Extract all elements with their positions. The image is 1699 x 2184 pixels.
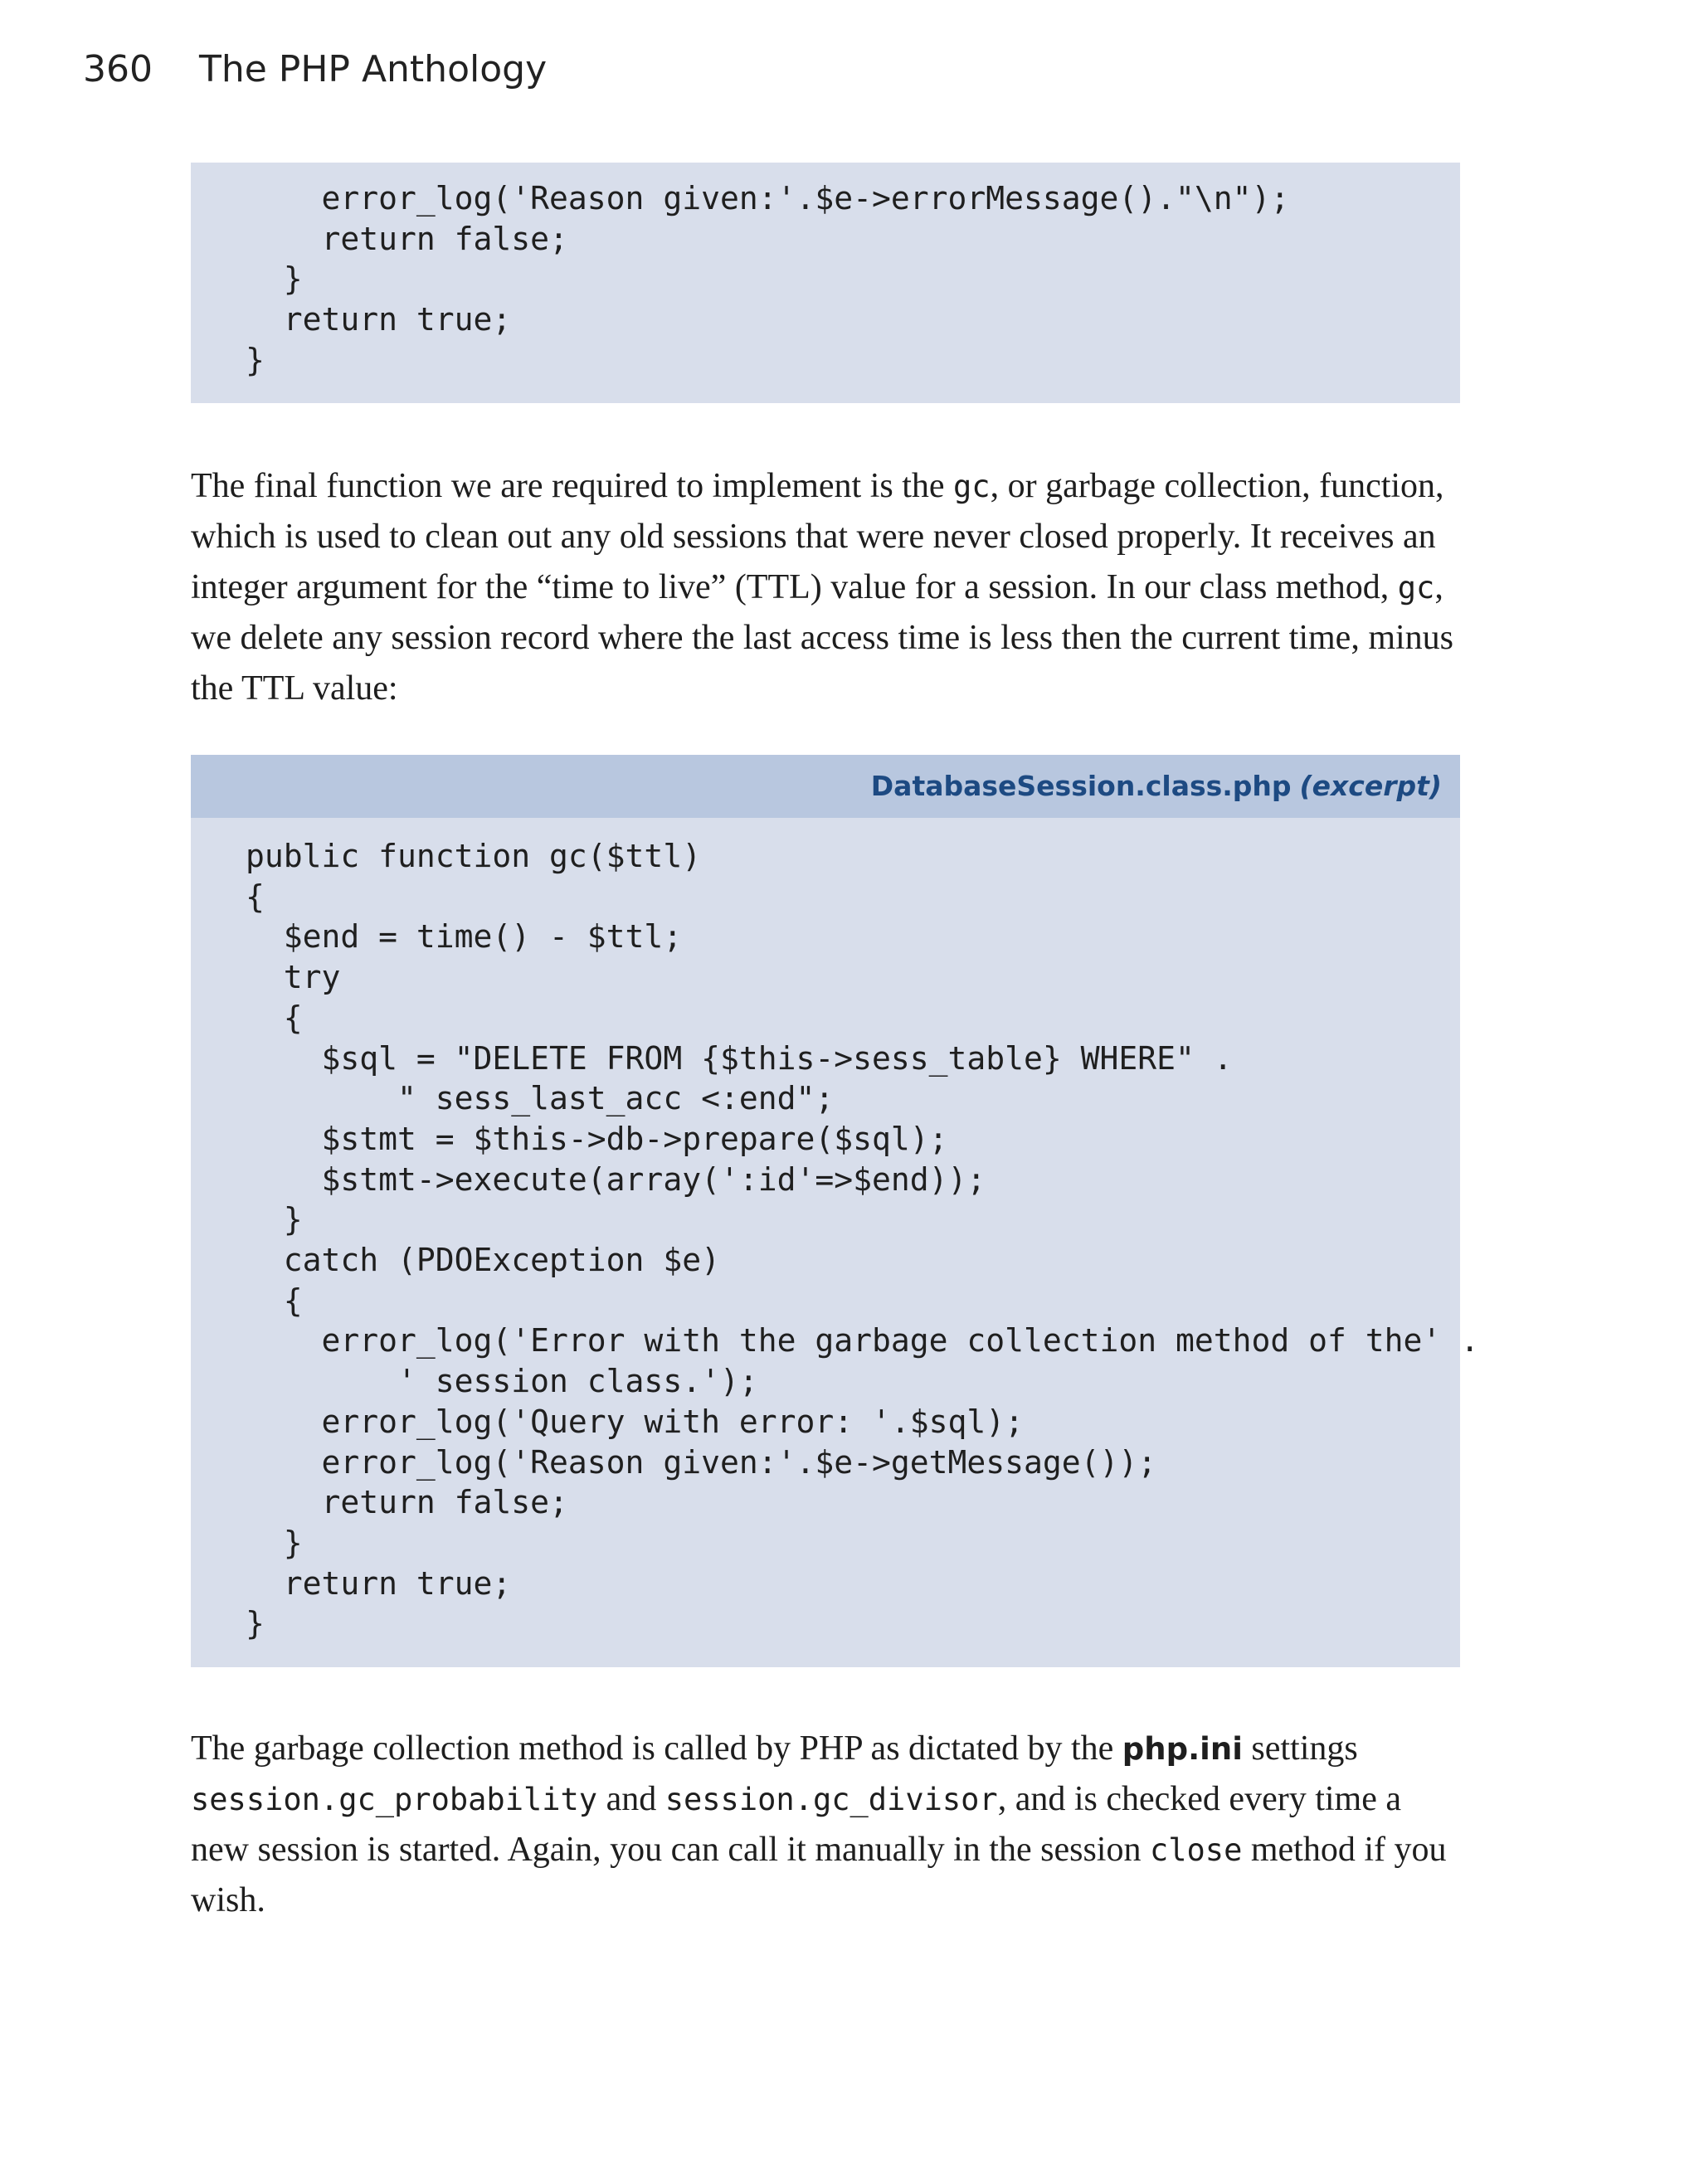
- inline-code: session.gc_divisor: [665, 1782, 998, 1817]
- code-listing-gc: public function gc($ttl) { $end = time() - $ttl; try { $sql = "DELETE FROM {$this->sess_table} WHERE" . " sess_last_acc <:end"; $stmt = $this->db->prepare($sql); $stmt->execute(array(':id'=>$end)); } catch (PDOException $e) { error_log('Error with the garbage collection method of the' . ' session class.'); error_log('Query with error: '.$sql); error_log('Reason given:'.$e->getMessage()); return false; } return true; }: [246, 838, 1480, 1642]
- code-caption: [191, 755, 1460, 818]
- code-listing-continued: error_log('Reason given:'.$e->errorMessage()."\n"); return false; } return true; }: [246, 180, 1290, 378]
- code-block-continued: [191, 163, 1460, 403]
- code-filename-suffix: (excerpt): [1299, 770, 1442, 802]
- inline-code: gc: [1397, 570, 1435, 606]
- text-run: and: [597, 1780, 665, 1818]
- paragraph-gc-intro: [191, 461, 1460, 714]
- code-block-gc: [191, 755, 1480, 1667]
- page-number: 360: [83, 48, 153, 90]
- code-filename: DatabaseSession.class.php: [870, 770, 1292, 802]
- paragraph-gc-settings: [191, 1724, 1460, 1926]
- text-run: The final function we are required to implement is the: [191, 467, 954, 505]
- inline-code: session.gc_probability: [191, 1782, 598, 1817]
- text-run: settings: [1242, 1729, 1358, 1768]
- text-run: , or garbage collection, function, which is used to clean out any old sessions that were never closed properly. It receives an integer argument for the “time to live” (TTL) value for a session. In our class method,: [191, 467, 1444, 606]
- text-run: , we delete any session record where the last access time is less then the current time, minus the TTL value:: [191, 568, 1454, 708]
- book-title: The PHP Anthology: [198, 48, 548, 90]
- text-run: method if you wish.: [191, 1831, 1447, 1919]
- text-run: The garbage collection method is called by PHP as dictated by the: [191, 1729, 1122, 1768]
- inline-code: close: [1149, 1832, 1243, 1868]
- inline-code: gc: [953, 469, 991, 504]
- inline-filename: php.ini: [1122, 1731, 1243, 1767]
- running-head: [83, 48, 547, 90]
- text-run: , and is checked every time a new session is started. Again, you can call it manually in the session: [191, 1780, 1401, 1869]
